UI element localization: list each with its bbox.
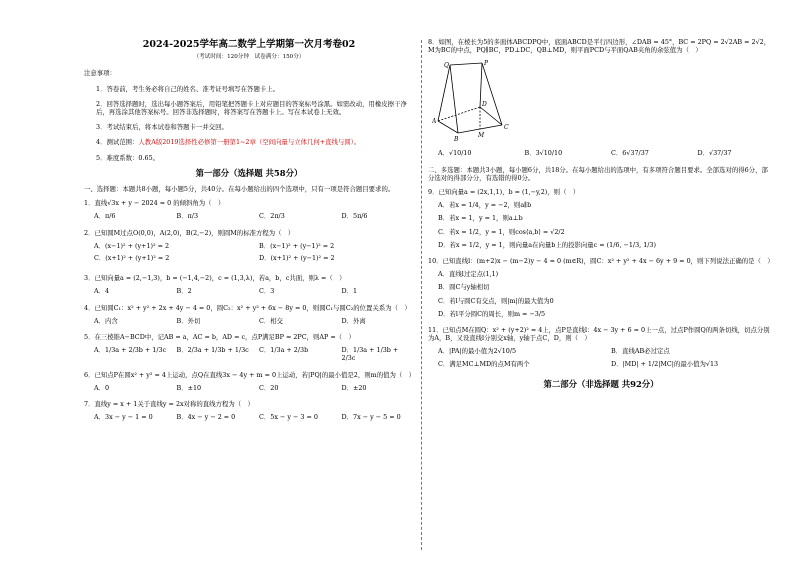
right-column: [428, 38, 774, 396]
q9-option-b: B．若x = 1，y = 1，则a⊥b: [438, 214, 523, 223]
q4-option-b: B．外切: [176, 316, 201, 325]
edge-ad: [438, 107, 480, 121]
q8-option-c: C．6√37/37: [611, 149, 649, 158]
q5-option-d: D．1/3a + 1/3b + 2/3c: [341, 346, 399, 363]
label-c: C: [504, 124, 509, 132]
question-1-options: [84, 212, 414, 220]
q1-option-b: B．π/3: [176, 212, 199, 221]
note-4-prefix: 4．测试范围：: [96, 138, 139, 147]
question-8: 8．如图，在棱长为5的多面体ABCDPQ中，底面ABCD是平行四边形，∠DAB = 45°，BC = 2PQ = 2√2AB = 2√2，M为BC的中点，PQ∥BC，PD⊥DC，QB⊥MD，则平面PCD与平面QAB夹角的余弦值为（ ）: [428, 38, 771, 55]
column-divider: [421, 40, 422, 550]
q9-option-d: D．若x = 1/2，y = 1，则向量a在向量b上的投影向量c = (1/6, −1/3, 1/3): [438, 240, 656, 249]
q9-option-c: C．若x = 1/2，y = 1，则cos⟨a,b⟩ = √2/2: [438, 227, 565, 236]
q11-option-c: C．满足MC⊥MD的点M有两个: [438, 359, 530, 368]
edge-qb: [450, 65, 458, 133]
question-6: 6．已知点P在圆x² + y² = 4上运动，点Q在直线3x − 4y + m = 0上运动，若|PQ|的最小值是2，则m的值为（ ）: [84, 370, 416, 379]
edge-pc: [482, 63, 502, 125]
q10-option-d: D．若l平分圆C的周长，则m = −3/5: [438, 309, 546, 318]
edge-qa: [438, 65, 450, 121]
label-q: Q: [444, 62, 449, 70]
question-1: 1．直线√3x + y − 2024 = 0 的倾斜角为（ ）: [84, 199, 225, 208]
question-3: 3．已知向量a = (2,−1,3)，b = (−1,4,−2)，c = (1,3,λ)，若a，b，c共面，则λ =（ ）: [84, 274, 346, 283]
question-10: 10．已知直线l：(m+2)x − (m−2)y − 4 = 0 (m∈R)，圆C：x² + y² + 4x − 6y + 9 = 0，则下列说法正确的是（ ）: [428, 257, 774, 266]
question-5: 5．在三棱锥A−BCD中，记AB = a，AC = b，AD = c，点P满足BP = 2PC，则AP =（ ）: [84, 333, 355, 342]
q3-option-d: D．1: [341, 287, 358, 296]
q3-option-b: B．2: [176, 287, 192, 296]
q6-option-a: A．0: [94, 383, 110, 392]
question-11-options: [428, 347, 774, 371]
question-11: 11．已知点M在圆Q：x² + (y+2)² = 4上，点P是直线l：4x − 3y + 6 = 0上一点，过点P作圆Q的两条切线，切点分别为A，B，又设直线l分别交x轴，y轴于点C，D，则（ ）: [428, 326, 770, 343]
question-9: 9．已知向量a = (2x,1,1)，b = (1,−y,2)，则（ ）: [428, 188, 580, 197]
part1-heading: 第一部分（选择题 共58分）: [195, 167, 303, 178]
note-4-scope: 人教A版2019选择性必修第一册第1~2章（空间向量与立体几何+直线与圆）。: [138, 138, 361, 147]
q2-option-d: D．(x+1)² + (y−1)² = 2: [259, 254, 335, 263]
q10-option-c: C．若l与圆C有交点，则|m|的最大值为0: [438, 296, 554, 305]
q10-option-a: A．直线l过定点(1,1): [438, 270, 499, 279]
q9-option-a: A．若x = 1/4，y = −2，则a∥b: [438, 201, 532, 210]
note-5: 5．难度系数：0.65。: [96, 153, 160, 162]
section1-instructions: 一、选择题：本题共8小题，每小题5分，共40分。在每小题给出的四个选项中，只有一项是符合题目要求的。: [84, 185, 395, 194]
edge-ab: [438, 121, 458, 133]
q6-option-b: B．±10: [176, 383, 202, 392]
q2-option-a: A．(x−1)² + (y+1)² = 2: [94, 241, 170, 250]
notes-heading: 注意事项：: [84, 69, 116, 78]
q3-option-a: A．4: [94, 287, 110, 296]
question-8-options: [428, 149, 774, 157]
label-m: M: [478, 132, 485, 140]
left-column: [84, 38, 414, 429]
q3-option-c: C．3: [259, 287, 275, 296]
q6-option-c: C．20: [259, 383, 279, 392]
part2-heading: 第二部分（非选择题 共92分）: [543, 378, 659, 389]
label-p: P: [484, 60, 489, 68]
q2-option-c: C．(x+1)² + (y+1)² = 2: [94, 254, 170, 263]
q1-option-a: A．π/6: [94, 212, 116, 221]
q6-option-d: D．±20: [341, 383, 367, 392]
q11-option-b: B．直线AB必过定点: [611, 347, 670, 356]
q5-option-c: C．1/3a + 2/3b: [259, 346, 309, 355]
note-4: [96, 138, 414, 146]
q1-option-d: D．5π/6: [341, 212, 368, 221]
q11-option-d: D．|MD| + 1/2|MC|的最小值为√13: [611, 359, 719, 368]
q7-option-b: B．4x − y − 2 = 0: [176, 413, 236, 422]
q1-option-c: C．2π/3: [259, 212, 285, 221]
note-2: 2．回答选择题时，选出每小题答案后，用铅笔把答题卡上对应题目的答案标号涂黑。如需改动，用橡皮擦干净后，再选涂其他答案标号。回答非选择题时，将答案写在答题卡上。写在本试卷上无效。: [96, 99, 407, 117]
question-5-options: [84, 346, 414, 362]
note-1: 1．答卷前，考生务必将自己的姓名、准考证号填写在答题卡上。: [96, 84, 280, 93]
section2-instructions: 二、多选题：本题共3小题，每小题6分，共18分。在每小题给出的选项中，有多项符合题目要求。全部选对的得6分，部分选对的得部分分，有选错的得0分。: [428, 165, 768, 182]
q8-option-d: D．√37/37: [697, 149, 732, 158]
q4-option-a: A．内含: [94, 316, 118, 325]
label-d: D: [482, 101, 487, 109]
q2-option-b: B．(x−1)² + (y−1)² = 2: [259, 241, 335, 250]
label-b: B: [454, 136, 459, 144]
polyhedron-figure: [432, 59, 536, 145]
question-4-options: [84, 317, 414, 325]
q7-option-a: A．3x − y − 1 = 0: [94, 413, 153, 422]
question-7-options: [84, 413, 414, 421]
exam-title: 2024-2025学年高二数学上学期第一次月考卷02: [142, 39, 356, 50]
q4-option-d: D．外离: [341, 316, 366, 325]
q7-option-c: C．5x − y − 3 = 0: [259, 413, 318, 422]
question-2-options: [84, 242, 414, 266]
question-3-options: [84, 287, 414, 295]
q5-option-a: A．1/3a + 2/3b + 1/3c: [94, 346, 167, 355]
question-4: 4．已知圆C₁：x² + y² + 2x + 4y − 4 = 0，圆C₂：x² + y² + 6x − 8y = 0，则圆C₁与圆C₂的位置关系为（ ）: [84, 303, 411, 312]
label-a: A: [432, 118, 437, 126]
q8-option-b: B．3√10/10: [524, 149, 563, 158]
question-6-options: [84, 384, 414, 392]
q5-option-b: B．2/3a + 1/3b + 1/3c: [176, 346, 249, 355]
q11-option-a: A．|PA|的最小值为2√10/5: [438, 347, 517, 356]
q8-option-a: A．√10/10: [438, 149, 472, 158]
q7-option-d: D．7x − y − 5 = 0: [341, 413, 401, 422]
question-2: 2．已知圆M过点O(0,0)，A(2,0)，B(2,−2)，则圆M的标准方程为（ ）: [84, 228, 295, 237]
q4-option-c: C．相交: [259, 316, 284, 325]
note-3: 3．考试结束后，将本试卷和答题卡一并交回。: [96, 123, 228, 132]
edge-qp: [450, 63, 482, 65]
question-7: 7．直线y = x + 1关于直线y = 2x对称的直线方程为（ ）: [84, 400, 254, 409]
q10-option-b: B．圆C与y轴相切: [438, 283, 490, 292]
exam-info: （考试时间：120分钟 试卷满分：150分）: [193, 54, 305, 61]
